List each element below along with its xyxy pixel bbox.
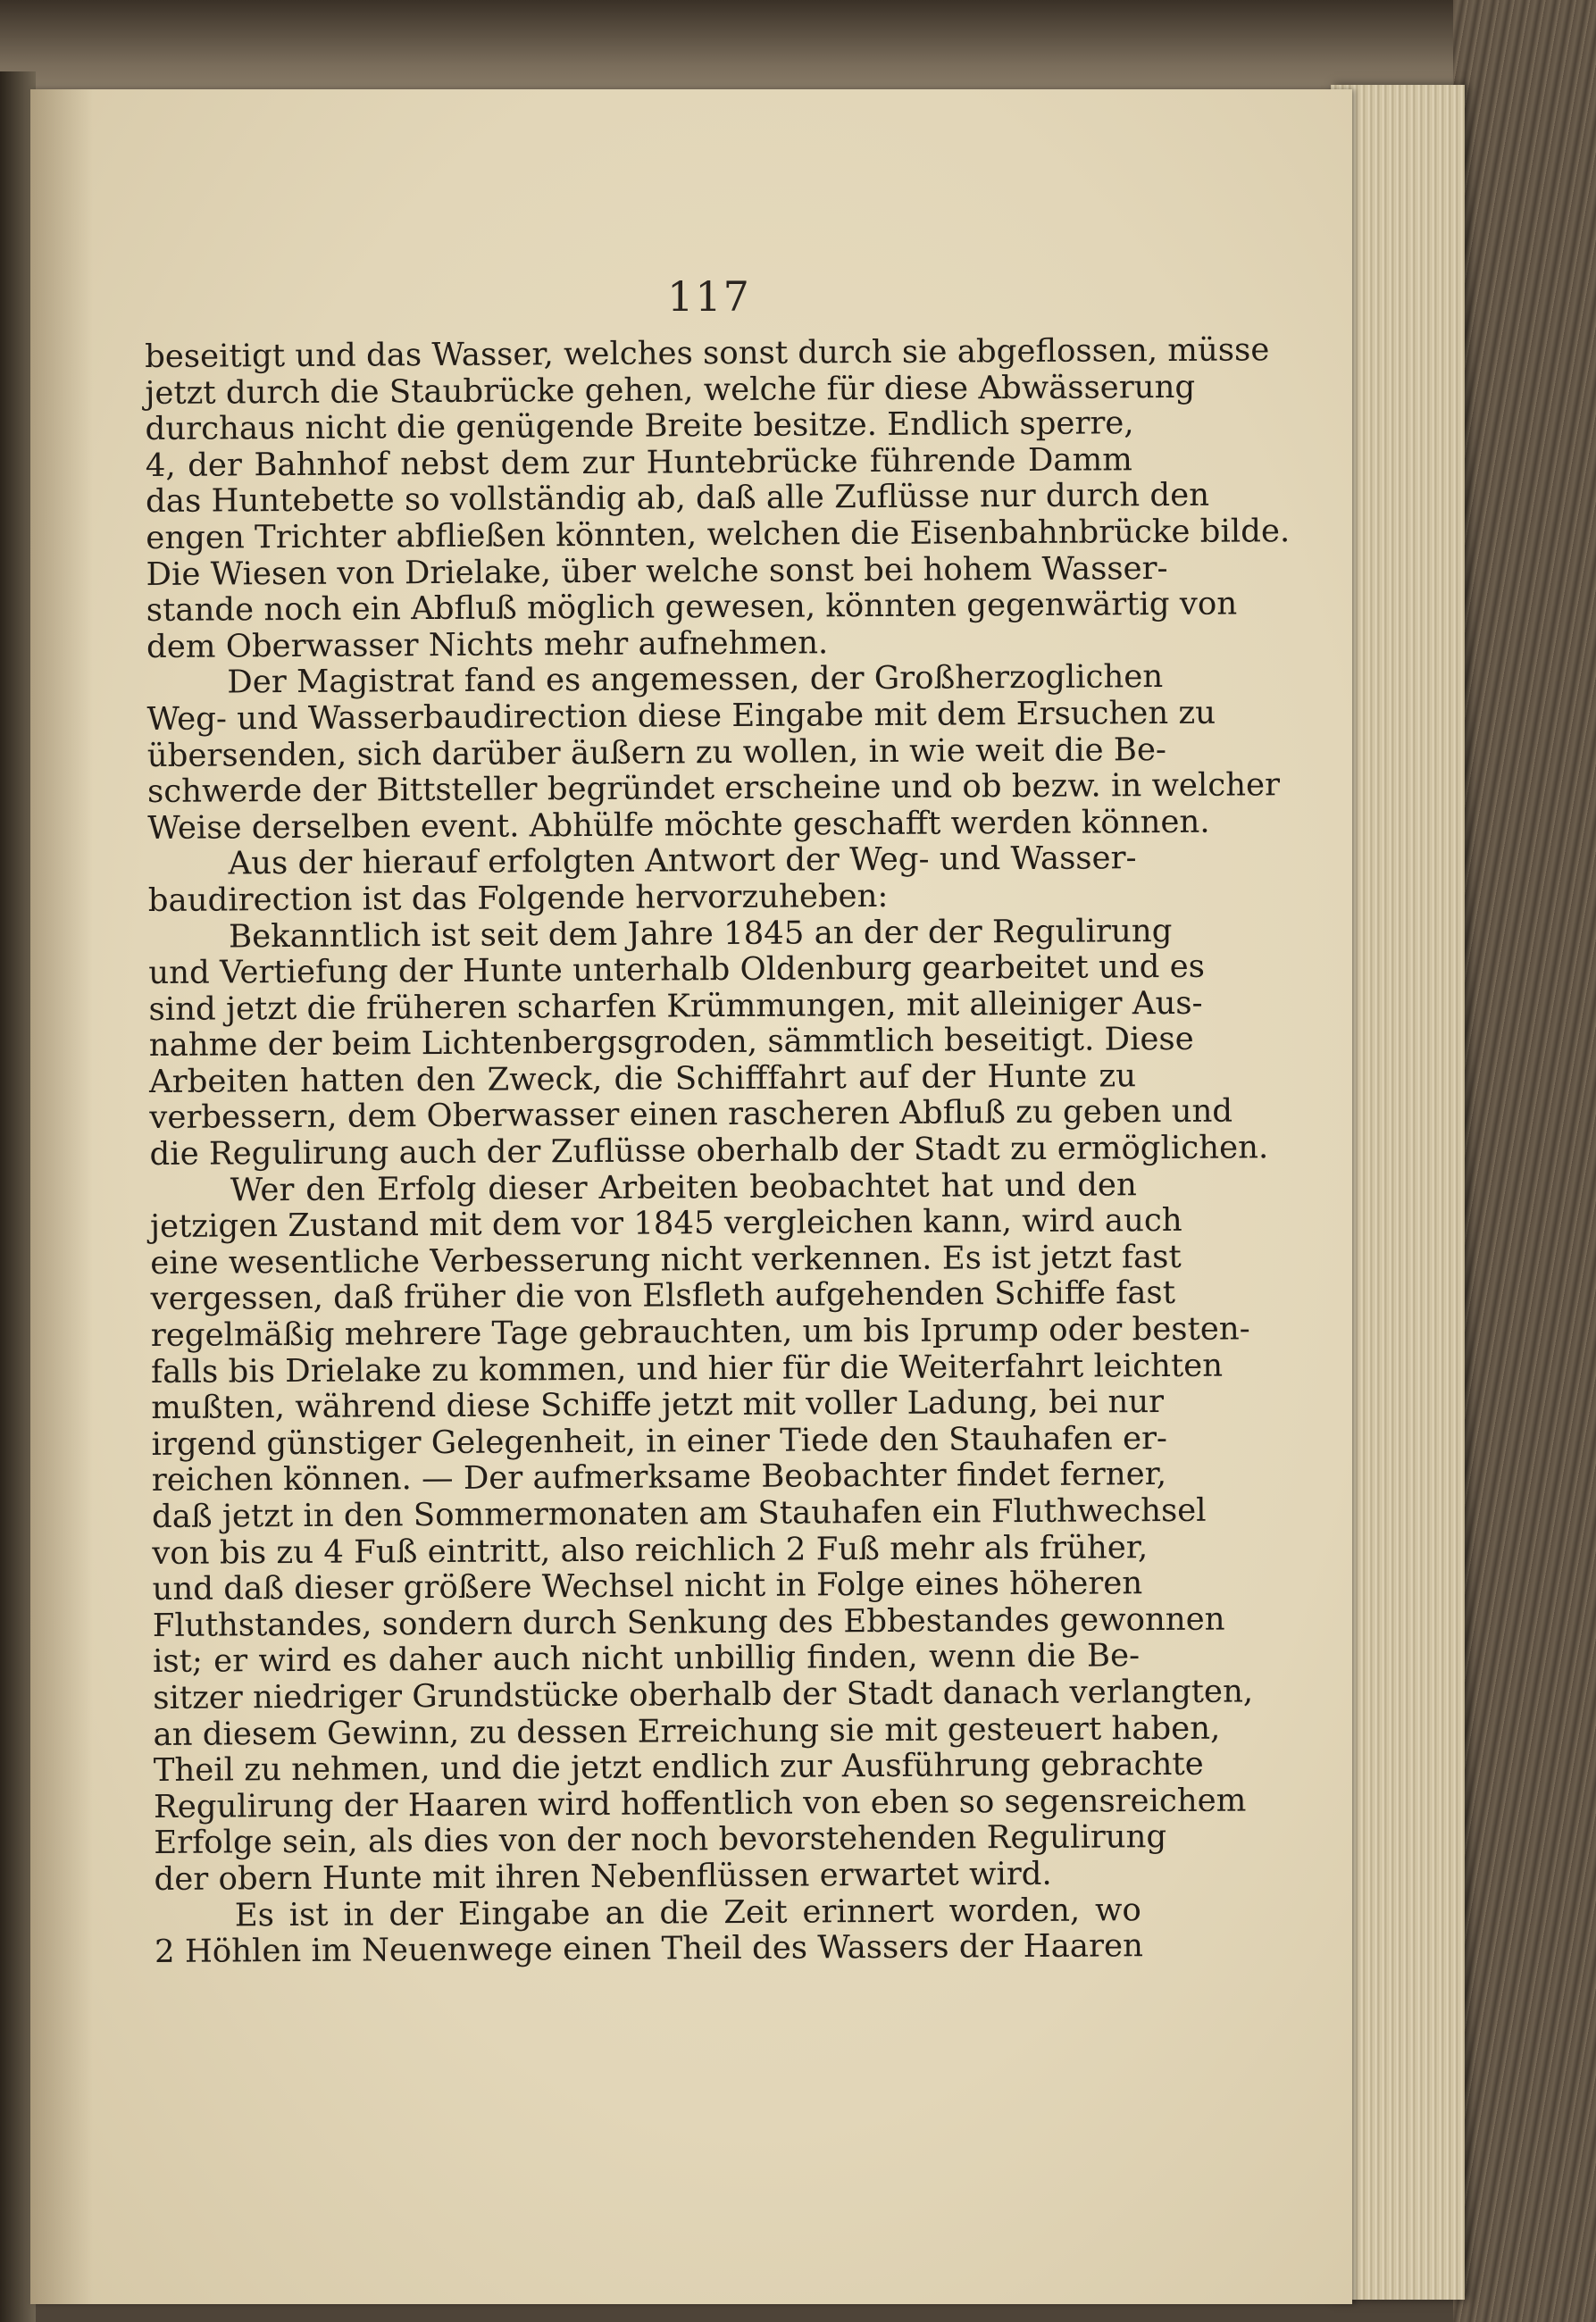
text-line: Bekanntlich ist seit dem Jahre 1845 an der der Regulirung <box>228 912 1173 955</box>
text-line: falls bis Drielake zu kommen, und hier für die Weiterfahrt leichten <box>150 1347 1224 1391</box>
text-line: sind jetzt die früheren scharfen Krümmungen, mit alleiniger Aus- <box>148 984 1203 1028</box>
text-line: jetzt durch die Staubrücke gehen, welche für diese Abwässerung <box>145 368 1196 412</box>
text-line: 4, der Bahnhof nebst dem zur Huntebrücke führende Damm <box>145 441 1132 484</box>
text-line: übersenden, sich darüber äußern zu wollen, in wie weit die Be- <box>146 731 1167 774</box>
text-line: Die Wiesen von Drielake, über welche sonst bei hohem Wasser- <box>146 549 1168 593</box>
text-line: schwerde der Bittsteller begründet erscheine und ob bezw. in welcher <box>146 766 1281 811</box>
text-line: eine wesentliche Verbesserung nicht verkennen. Es ist jetzt fast <box>150 1238 1182 1282</box>
text-line: vergessen, daß früher die von Elsfleth aufgehenden Schiffe fast <box>150 1274 1176 1318</box>
text-line: Weg- und Wasserbaudirection diese Eingabe mit dem Ersuchen zu <box>146 694 1216 738</box>
text-line: engen Trichter abfließen könnten, welchen die Eisenbahnbrücke bilde. <box>146 513 1291 556</box>
text-line: ist; er wird es daher auch nicht unbillig finden, wenn die Be- <box>152 1637 1141 1681</box>
text-line: stande noch ein Abfluß möglich gewesen, könnten gegenwärtig von <box>146 585 1238 630</box>
text-line: 2 Höhlen im Neuenwege einen Theil des Wassers der Haaren <box>154 1927 1144 1971</box>
text-line: regelmäßig mehrere Tage gebrauchten, um bis Iprump oder besten- <box>150 1310 1250 1355</box>
text-line: der obern Hunte mit ihren Nebenflüssen erwartet wird. <box>154 1855 1052 1898</box>
text-line: Aus der hierauf erfolgten Antwort der Weg- und Wasser- <box>228 839 1137 882</box>
text-line: durchaus nicht die genügende Breite besitze. Endlich sperre, <box>145 405 1134 448</box>
text-line: Der Magistrat fand es angemessen, der Großherzoglichen <box>227 658 1164 701</box>
text-line: nahme der beim Lichtenbergsgroden, sämmtlich beseitigt. Diese <box>148 1021 1194 1065</box>
page-number: 117 <box>667 272 751 321</box>
text-line: beseitigt und das Wasser, welches sonst durch sie abgeflossen, müsse <box>144 331 1270 375</box>
body-text <box>144 331 1291 1971</box>
text-line: Weise derselben event. Abhülfe möchte geschafft werden können. <box>147 803 1210 847</box>
text-line: Regulirung der Haaren wird hoffentlich von eben so segensreichem <box>153 1782 1247 1825</box>
text-line: Es ist in der Eingabe an die Zeit erinnert worden, wo <box>234 1891 1141 1934</box>
cover-right-edge <box>1453 0 1596 2322</box>
text-line: mußten, während diese Schiffe jetzt mit voller Ladung, bei nur <box>151 1383 1165 1427</box>
text-line: jetzigen Zustand mit dem vor 1845 vergleichen kann, wird auch <box>149 1202 1182 1246</box>
text-line: daß jetzt in den Sommermonaten am Stauhafen ein Fluthwechsel <box>151 1491 1207 1535</box>
text-line: dem Oberwasser Nichts mehr aufnehmen. <box>146 624 829 665</box>
cover-top-edge <box>0 0 1596 94</box>
text-line: Theil zu nehmen, und die jetzt endlich zur Ausführung gebrachte <box>153 1745 1204 1790</box>
text-line: das Huntebette so vollständig ab, daß alle Zuflüsse nur durch den <box>145 477 1210 521</box>
text-line: sitzer niedriger Grundstücke oberhalb der Stadt danach verlangten, <box>153 1673 1254 1716</box>
text-line: und daß dieser größere Wechsel nicht in Folge eines höheren <box>152 1565 1143 1608</box>
text-line: irgend günstiger Gelegenheit, in einer Tiede den Stauhafen er- <box>151 1419 1168 1463</box>
text-line: die Regulirung auch der Zuflüsse oberhalb der Stadt zu ermöglichen. <box>149 1129 1269 1174</box>
text-line: Arbeiten hatten den Zweck, die Schifffahrt auf der Hunte zu <box>148 1057 1137 1100</box>
text-line: Wer den Erfolg dieser Arbeiten beobachtet hat und den <box>230 1165 1137 1209</box>
text-line: Erfolge sein, als dies von der noch bevorstehenden Regulirung <box>154 1818 1167 1862</box>
text-line: verbessern, dem Oberwasser einen rascheren Abfluß zu geben und <box>149 1093 1233 1137</box>
text-line: reichen können. — Der aufmerksame Beobachter findet ferner, <box>151 1456 1167 1499</box>
text-line: baudirection ist das Folgende hervorzuheben: <box>147 877 889 919</box>
text-line: an diesem Gewinn, zu dessen Erreichung sie mit gesteuert haben, <box>153 1709 1221 1753</box>
text-line: von bis zu 4 Fuß eintritt, also reichlich 2 Fuß mehr als früher, <box>152 1528 1149 1572</box>
text-line: Fluthstandes, sondern durch Senkung des Ebbestandes gewonnen <box>152 1600 1225 1644</box>
text-line: und Vertiefung der Hunte unterhalb Oldenburg gearbeitet und es <box>148 948 1206 992</box>
